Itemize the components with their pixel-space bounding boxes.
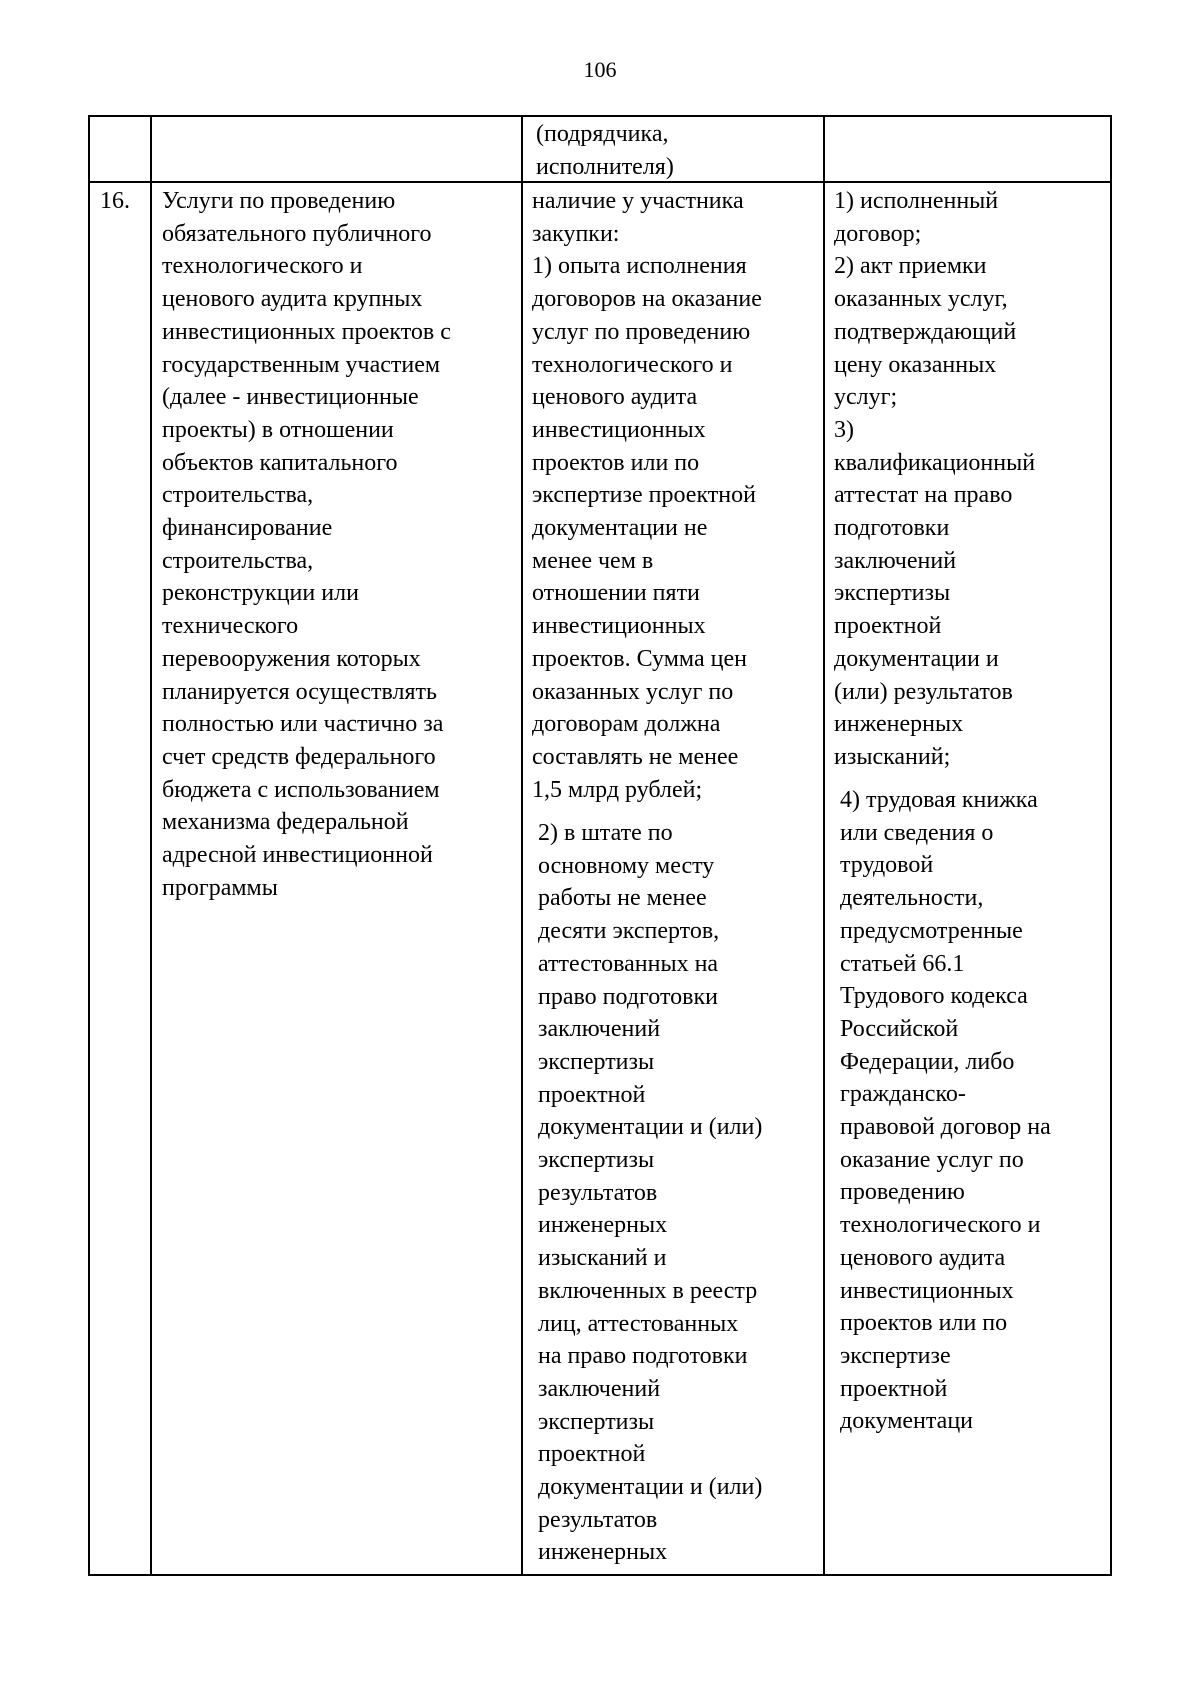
text-line: наличие у участника bbox=[532, 188, 744, 214]
text-line: основному месту bbox=[538, 852, 715, 879]
text-line: Российской bbox=[840, 1015, 959, 1042]
text-line: 2) акт приемки bbox=[834, 253, 987, 280]
text-line: проекты) в отношении bbox=[162, 416, 394, 443]
text-line: документаци bbox=[840, 1408, 974, 1435]
text-line: подтверждающий bbox=[834, 318, 1017, 345]
text-line: экспертизы bbox=[538, 1048, 655, 1075]
text-line: проектов. Сумма цен bbox=[532, 645, 747, 672]
table-column-divider bbox=[150, 115, 152, 1576]
confirming-documents-2 bbox=[840, 784, 1051, 1438]
text-line: 1) исполненный bbox=[834, 188, 999, 214]
table-bottom-border bbox=[88, 1574, 1112, 1576]
text-line: проведению bbox=[840, 1179, 965, 1206]
text-line: документации не bbox=[532, 515, 708, 542]
text-line: адресной инвестиционной bbox=[162, 842, 433, 869]
text-line: квалификационный bbox=[834, 449, 1036, 476]
text-line: ценового аудита bbox=[532, 384, 698, 411]
text-line: договор; bbox=[834, 220, 922, 247]
text-line: цену оказанных bbox=[834, 351, 997, 378]
participant-requirement-1 bbox=[532, 185, 762, 806]
text-line: проектов или по bbox=[532, 449, 700, 476]
table-column-divider bbox=[521, 115, 523, 1576]
text-line: механизма федеральной bbox=[162, 809, 409, 836]
text-line: Федерации, либо bbox=[840, 1048, 1015, 1075]
text-line: финансирование bbox=[162, 515, 333, 542]
continuation-cell-text bbox=[536, 118, 674, 183]
text-line: инвестиционных bbox=[840, 1277, 1014, 1304]
text-line: статьей 66.1 bbox=[840, 950, 965, 977]
text-line: инвестиционных bbox=[532, 416, 706, 443]
text-line: государственным участием bbox=[162, 351, 441, 378]
text-line: заключений bbox=[538, 1375, 661, 1402]
text-line: услуг по проведению bbox=[532, 318, 751, 345]
text-line: счет средств федерального bbox=[162, 743, 436, 770]
text-line: работы не менее bbox=[538, 885, 707, 912]
table-left-border bbox=[88, 115, 90, 1576]
text-line: инженерных bbox=[834, 711, 964, 738]
text-line: проектной bbox=[538, 1441, 646, 1468]
text-line: лиц, аттестованных bbox=[538, 1310, 739, 1337]
text-line: проектной bbox=[834, 613, 942, 640]
text-line: договоров на оказание bbox=[532, 286, 762, 313]
text-line: технологического и bbox=[162, 253, 363, 280]
text-line: проектной bbox=[538, 1081, 646, 1108]
text-line: договорам должна bbox=[532, 711, 721, 738]
text-line: предусмотренные bbox=[840, 917, 1023, 944]
text-line: составлять не менее bbox=[532, 743, 739, 770]
service-description bbox=[162, 185, 451, 904]
text-line: закупки: bbox=[532, 220, 620, 247]
text-line: проектов или по bbox=[840, 1310, 1008, 1337]
text-line: экспертизе bbox=[840, 1342, 951, 1369]
text-line: изысканий; bbox=[834, 743, 951, 770]
text-line: десяти экспертов, bbox=[538, 918, 720, 945]
table-top-border bbox=[88, 115, 1112, 117]
text-line: ценового аудита bbox=[840, 1244, 1006, 1271]
text-line: оказанных услуг по bbox=[532, 678, 734, 705]
text-line: инженерных bbox=[538, 1212, 668, 1239]
text-line: обязательного публичного bbox=[162, 220, 432, 247]
text-line: включенных в реестр bbox=[538, 1277, 758, 1304]
text-line: технологического и bbox=[840, 1212, 1041, 1239]
text-line: (подрядчика, bbox=[536, 121, 669, 147]
text-line: документации и (или) bbox=[538, 1114, 763, 1141]
text-line: 4) трудовая книжка bbox=[840, 787, 1038, 813]
table-column-divider bbox=[823, 115, 825, 1576]
text-line: или сведения о bbox=[840, 819, 994, 846]
text-line: отношении пяти bbox=[532, 580, 700, 607]
text-line: Услуги по проведению bbox=[162, 188, 396, 214]
text-line: документации и bbox=[834, 645, 999, 672]
text-line: деятельности, bbox=[840, 885, 984, 912]
text-line: правовой договор на bbox=[840, 1114, 1051, 1141]
text-line: заключений bbox=[834, 547, 957, 574]
text-line: экспертизы bbox=[538, 1147, 655, 1174]
text-line: объектов капитального bbox=[162, 449, 398, 476]
row-number: 16. bbox=[100, 188, 130, 214]
text-line: инвестиционных bbox=[532, 613, 706, 640]
text-line: трудовой bbox=[840, 852, 934, 879]
text-line: планируется осуществлять bbox=[162, 678, 437, 705]
text-line: результатов bbox=[538, 1179, 658, 1206]
text-line: заключений bbox=[538, 1016, 661, 1043]
text-line: документации и (или) bbox=[538, 1474, 763, 1501]
text-line: исполнителя) bbox=[536, 153, 674, 180]
text-line: оказанных услуг, bbox=[834, 286, 1008, 313]
text-line: строительства, bbox=[162, 547, 314, 574]
participant-requirement-2 bbox=[538, 817, 762, 1569]
text-line: право подготовки bbox=[538, 983, 718, 1010]
text-line: реконструкции или bbox=[162, 580, 359, 607]
text-line: 1) опыта исполнения bbox=[532, 253, 747, 280]
text-line: экспертизы bbox=[538, 1408, 655, 1435]
text-line: программы bbox=[162, 874, 278, 901]
text-line: менее чем в bbox=[532, 547, 654, 574]
text-line: Трудового кодекса bbox=[840, 983, 1028, 1010]
page-number: 106 bbox=[583, 57, 617, 82]
text-line: перевооружения которых bbox=[162, 645, 421, 672]
text-line: технического bbox=[162, 613, 299, 640]
text-line: инвестиционных проектов с bbox=[162, 318, 451, 345]
text-line: экспертизы bbox=[834, 580, 951, 607]
table-right-border bbox=[1110, 115, 1112, 1576]
text-line: аттестат на право bbox=[834, 482, 1013, 509]
text-line: гражданско- bbox=[840, 1081, 966, 1108]
text-line: 2) в штате по bbox=[538, 820, 673, 846]
text-line: бюджета с использованием bbox=[162, 776, 440, 803]
text-line: (далее - инвестиционные bbox=[162, 384, 419, 411]
text-line: проектной bbox=[840, 1375, 948, 1402]
text-line: результатов bbox=[538, 1506, 658, 1533]
text-line: 3) bbox=[834, 416, 854, 443]
text-line: 1,5 млрд рублей; bbox=[532, 776, 703, 803]
text-line: технологического и bbox=[532, 351, 733, 378]
text-line: ценового аудита крупных bbox=[162, 286, 423, 313]
text-line: экспертизе проектной bbox=[532, 482, 756, 509]
text-line: услуг; bbox=[834, 384, 898, 411]
text-line: изысканий и bbox=[538, 1245, 667, 1272]
confirming-documents-1 bbox=[834, 185, 1035, 774]
text-line: полностью или частично за bbox=[162, 711, 444, 738]
text-line: аттестованных на bbox=[538, 950, 719, 977]
text-line: строительства, bbox=[162, 482, 314, 509]
text-line: на право подготовки bbox=[538, 1343, 748, 1370]
text-line: инженерных bbox=[538, 1539, 668, 1566]
text-line: (или) результатов bbox=[834, 678, 1013, 705]
text-line: подготовки bbox=[834, 515, 950, 542]
text-line: оказание услуг по bbox=[840, 1146, 1024, 1173]
